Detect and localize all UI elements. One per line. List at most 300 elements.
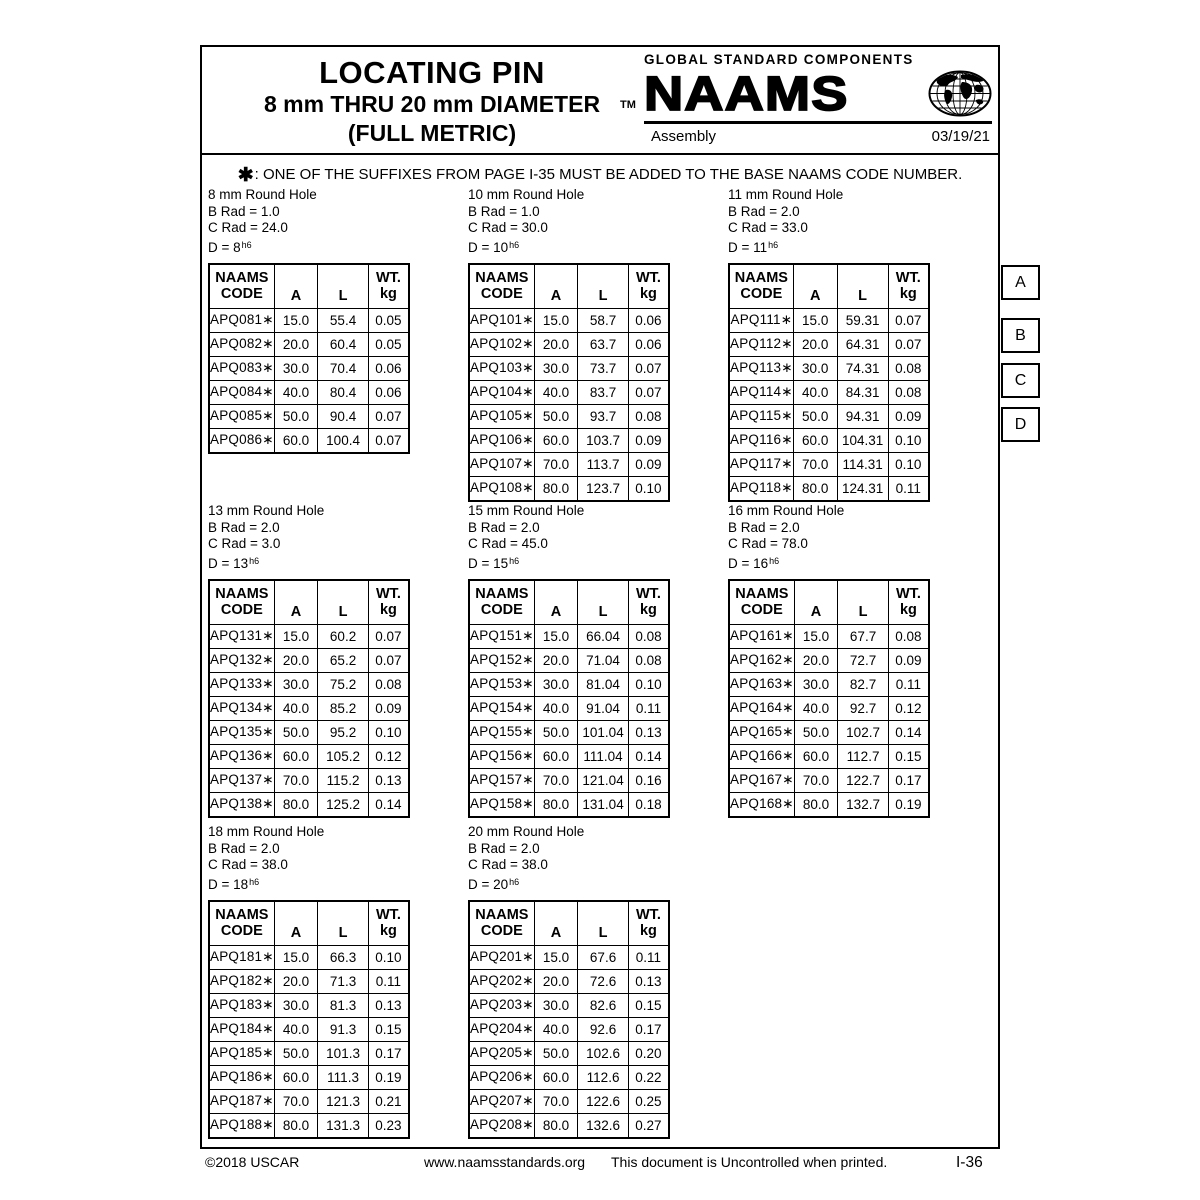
spec-d-tolerance: h6 [769,555,780,566]
wt-value-cell: 0.13 [368,768,409,792]
table-row [469,720,669,744]
l-value-cell: 55.4 [318,308,369,332]
spec-table-16mm [728,579,930,818]
wt-value-cell: 0.19 [888,792,929,817]
col-header-kg-line: kg [639,286,657,303]
wt-value-cell: 0.14 [888,720,929,744]
spec-info [208,503,410,572]
a-value-cell: 20.0 [793,332,837,356]
col-header-wt [888,580,929,624]
spec-d-tolerance: h6 [509,239,520,250]
naams-code-cell: APQ152∗ [469,648,534,672]
a-value-cell: 20.0 [274,332,318,356]
naams-code-cell: APQ106∗ [469,428,534,452]
brand-tagline: GLOBAL STANDARD COMPONENTS [644,52,914,67]
wt-value-cell: 0.07 [368,648,409,672]
spec-title: 13 mm Round Hole [208,503,325,518]
naams-code-cell: APQ085∗ [209,404,274,428]
l-value-cell: 131.3 [318,1113,369,1138]
col-header-kg-line: kg [379,923,397,940]
l-value-cell: 125.2 [318,792,369,817]
table-group-16mm [728,503,930,818]
wt-value-cell: 0.23 [368,1113,409,1138]
table-header-row [209,901,409,945]
table-row [209,969,409,993]
col-header-l: L [838,580,889,624]
table-row [469,1089,669,1113]
table-row [729,380,929,404]
table-row [469,969,669,993]
globe-icon [928,70,992,117]
col-header-wt [628,901,669,945]
naams-code-cell: APQ102∗ [469,332,534,356]
table-group-10mm [468,187,670,502]
naams-code-cell: APQ105∗ [469,404,534,428]
spec-table-20mm [468,900,670,1139]
l-value-cell: 60.2 [318,624,369,648]
wt-value-cell: 0.17 [628,1017,669,1041]
wt-value-cell: 0.17 [888,768,929,792]
table-row [729,792,929,817]
spec-d-label: D = 18 [208,876,249,892]
a-value-cell: 80.0 [534,792,577,817]
col-header-a: A [534,580,577,624]
wt-value-cell: 0.27 [628,1113,669,1138]
table-row [469,792,669,817]
table-row [209,356,409,380]
col-header-naams-line: NAAMS [735,585,789,602]
wt-value-cell: 0.09 [628,428,669,452]
a-value-cell: 50.0 [274,404,318,428]
col-header-a: A [534,901,578,945]
col-header-kg-line: kg [639,923,657,940]
a-value-cell: 40.0 [274,696,318,720]
col-header-code-line: CODE [480,286,523,303]
spec-b-rad: B Rad = 2.0 [208,519,280,535]
table-group-8mm [208,187,410,454]
naams-code-cell: APQ183∗ [209,993,274,1017]
spec-d-label: D = 15 [468,555,509,571]
spec-b-rad: B Rad = 2.0 [468,519,540,535]
l-value-cell: 90.4 [318,404,369,428]
wt-value-cell: 0.11 [368,969,409,993]
col-header-code-line: CODE [220,923,263,940]
wt-value-cell: 0.16 [628,768,669,792]
a-value-cell: 80.0 [534,476,578,501]
table-row [209,768,409,792]
spec-d-diameter [728,553,930,573]
l-value-cell: 75.2 [318,672,369,696]
naams-code-cell: APQ151∗ [469,624,534,648]
naams-code-cell: APQ164∗ [729,696,794,720]
l-value-cell: 112.7 [838,744,889,768]
col-header-naams-code [469,580,534,624]
table-row [469,404,669,428]
a-value-cell: 50.0 [794,720,838,744]
a-value-cell: 60.0 [794,744,838,768]
l-value-cell: 82.7 [838,672,889,696]
wt-value-cell: 0.06 [628,332,669,356]
wt-value-cell: 0.08 [628,404,669,428]
wt-value-cell: 0.07 [888,308,929,332]
table-row [469,648,669,672]
naams-code-cell: APQ185∗ [209,1041,274,1065]
col-header-naams-code [729,264,793,308]
l-value-cell: 103.7 [578,428,629,452]
l-value-cell: 122.6 [578,1089,629,1113]
l-value-cell: 101.04 [578,720,629,744]
l-value-cell: 72.7 [838,648,889,672]
table-row [209,1065,409,1089]
spec-info [728,503,930,572]
l-value-cell: 105.2 [318,744,369,768]
naams-code-cell: APQ115∗ [729,404,793,428]
spec-b-rad: B Rad = 1.0 [208,203,280,219]
naams-code-cell: APQ131∗ [209,624,274,648]
l-value-cell: 85.2 [318,696,369,720]
l-value-cell: 102.7 [838,720,889,744]
spec-info [468,503,670,572]
a-value-cell: 50.0 [274,720,318,744]
naams-code-cell: APQ084∗ [209,380,274,404]
wt-value-cell: 0.09 [888,648,929,672]
naams-code-cell: APQ132∗ [209,648,274,672]
naams-code-cell: APQ153∗ [469,672,534,696]
naams-code-cell: APQ203∗ [469,993,534,1017]
spec-title: 16 mm Round Hole [728,503,845,518]
table-row [729,332,929,356]
table-row [729,452,929,476]
l-value-cell: 80.4 [318,380,369,404]
l-value-cell: 132.7 [838,792,889,817]
col-header-wt-line: WT. [635,269,661,286]
a-value-cell: 80.0 [274,1113,318,1138]
wt-value-cell: 0.09 [888,404,929,428]
l-value-cell: 67.6 [578,945,629,969]
table-row [469,945,669,969]
l-value-cell: 59.31 [837,308,888,332]
naams-code-cell: APQ108∗ [469,476,534,501]
col-header-naams-code [469,901,534,945]
col-header-wt-line: WT. [895,585,921,602]
wt-value-cell: 0.07 [368,624,409,648]
col-header-code-line: CODE [740,602,783,619]
wt-value-cell: 0.09 [628,452,669,476]
naams-brand-block [620,52,992,145]
groups-layer [202,47,998,1147]
wt-value-cell: 0.12 [368,744,409,768]
spec-b-rad: B Rad = 2.0 [728,203,800,219]
table-row [729,356,929,380]
table-row [209,624,409,648]
l-value-cell: 70.4 [318,356,369,380]
table-row [729,744,929,768]
spec-c-rad: C Rad = 24.0 [208,220,288,235]
side-marker-c: C [1001,363,1040,398]
wt-value-cell: 0.14 [628,744,669,768]
naams-code-cell: APQ103∗ [469,356,534,380]
naams-code-cell: APQ112∗ [729,332,793,356]
naams-code-cell: APQ162∗ [729,648,794,672]
l-value-cell: 93.7 [578,404,629,428]
a-value-cell: 30.0 [793,356,837,380]
spec-table-11mm [728,263,930,502]
wt-value-cell: 0.05 [368,308,409,332]
wt-value-cell: 0.10 [628,476,669,501]
col-header-wt-line: WT. [375,269,401,286]
table-group-13mm [208,503,410,818]
table-row [209,1017,409,1041]
col-header-code-line: CODE [480,923,523,940]
wt-value-cell: 0.07 [368,428,409,453]
l-value-cell: 82.6 [578,993,629,1017]
col-header-l: L [318,580,369,624]
a-value-cell: 20.0 [534,969,578,993]
wt-value-cell: 0.11 [628,945,669,969]
table-row [469,624,669,648]
naams-code-cell: APQ111∗ [729,308,793,332]
a-value-cell: 30.0 [534,993,578,1017]
col-header-a: A [274,264,318,308]
table-row [469,768,669,792]
l-value-cell: 111.3 [318,1065,369,1089]
table-row [469,332,669,356]
side-marker-d: D [1001,407,1040,442]
wt-value-cell: 0.08 [888,624,929,648]
naams-code-cell: APQ156∗ [469,744,534,768]
naams-code-cell: APQ184∗ [209,1017,274,1041]
l-value-cell: 100.4 [318,428,369,453]
naams-code-cell: APQ204∗ [469,1017,534,1041]
l-value-cell: 83.7 [578,380,629,404]
col-header-wt-line: WT. [635,585,661,602]
uncontrolled-notice: This document is Uncontrolled when printed. [611,1154,888,1170]
l-value-cell: 74.31 [837,356,888,380]
spec-d-diameter [468,237,670,257]
table-row [209,792,409,817]
spec-c-rad: C Rad = 3.0 [208,536,281,551]
wt-value-cell: 0.15 [888,744,929,768]
table-group-15mm [468,503,670,818]
a-value-cell: 15.0 [274,945,318,969]
naams-code-cell: APQ165∗ [729,720,794,744]
col-header-l: L [318,901,369,945]
l-value-cell: 67.7 [838,624,889,648]
a-value-cell: 20.0 [794,648,838,672]
table-group-11mm [728,187,930,502]
table-row [729,720,929,744]
a-value-cell: 70.0 [793,452,837,476]
col-header-kg-line: kg [639,602,657,619]
col-header-naams-line: NAAMS [215,585,269,602]
table-row [729,672,929,696]
spec-d-diameter [208,553,410,573]
spec-title: 20 mm Round Hole [468,824,585,839]
a-value-cell: 40.0 [534,1017,578,1041]
naams-code-cell: APQ117∗ [729,452,793,476]
wt-value-cell: 0.08 [628,648,669,672]
col-header-naams-line: NAAMS [215,906,269,923]
naams-code-cell: APQ083∗ [209,356,274,380]
wt-value-cell: 0.10 [628,672,669,696]
spec-d-diameter [468,553,670,573]
naams-code-cell: APQ116∗ [729,428,793,452]
l-value-cell: 66.3 [318,945,369,969]
spec-d-label: D = 16 [728,555,769,571]
table-row [209,648,409,672]
naams-code-cell: APQ107∗ [469,452,534,476]
naams-code-cell: APQ133∗ [209,672,274,696]
table-header-row [469,901,669,945]
l-value-cell: 111.04 [578,744,629,768]
col-header-l: L [578,580,629,624]
table-row [729,476,929,501]
col-header-naams-code [729,580,794,624]
col-header-code-line: CODE [480,602,523,619]
a-value-cell: 70.0 [534,452,578,476]
naams-code-cell: APQ157∗ [469,768,534,792]
spec-d-tolerance: h6 [768,239,779,250]
l-value-cell: 64.31 [837,332,888,356]
l-value-cell: 95.2 [318,720,369,744]
page-header [202,47,998,155]
a-value-cell: 15.0 [794,624,838,648]
spec-d-label: D = 10 [468,239,509,255]
col-header-a: A [794,580,838,624]
spec-table-13mm [208,579,410,818]
spec-c-rad: C Rad = 38.0 [208,857,288,872]
a-value-cell: 70.0 [534,768,577,792]
a-value-cell: 20.0 [274,969,318,993]
l-value-cell: 122.7 [838,768,889,792]
title-line-3: (FULL METRIC) [347,120,517,146]
naams-code-cell: APQ113∗ [729,356,793,380]
suffix-note-text: : ONE OF THE SUFFIXES FROM PAGE I-35 MUST BE ADDED TO THE BASE NAAMS CODE NUMBER. [254,166,963,183]
table-row [469,1017,669,1041]
table-row [729,648,929,672]
title-line-2: 8 mm THRU 20 mm DIAMETER [263,91,601,117]
naams-code-cell: APQ181∗ [209,945,274,969]
a-value-cell: 40.0 [274,1017,318,1041]
spec-info [208,187,410,256]
col-header-naams-line: NAAMS [734,269,788,286]
col-header-code-line: CODE [220,602,263,619]
trademark-symbol: TM [620,99,636,111]
col-header-a: A [534,264,578,308]
naams-code-cell: APQ201∗ [469,945,534,969]
l-value-cell: 113.7 [578,452,629,476]
wt-value-cell: 0.17 [368,1041,409,1065]
spec-title: 11 mm Round Hole [728,187,844,202]
col-header-l: L [578,901,629,945]
a-value-cell: 60.0 [534,744,577,768]
col-header-naams-line: NAAMS [475,585,529,602]
col-header-wt-line: WT. [375,906,401,923]
a-value-cell: 15.0 [793,308,837,332]
spec-title: 18 mm Round Hole [208,824,325,839]
l-value-cell: 104.31 [837,428,888,452]
table-row [469,1113,669,1138]
naams-code-cell: APQ187∗ [209,1089,274,1113]
table-row [209,720,409,744]
a-value-cell: 70.0 [534,1089,578,1113]
spec-d-diameter [208,237,410,257]
spec-c-rad: C Rad = 33.0 [728,220,808,235]
naams-code-cell: APQ118∗ [729,476,793,501]
wt-value-cell: 0.15 [368,1017,409,1041]
table-row [209,945,409,969]
table-group-20mm [468,824,670,1139]
naams-wordmark: NAAMS [644,68,849,122]
a-value-cell: 40.0 [534,380,578,404]
a-value-cell: 50.0 [534,720,577,744]
brand-subline [644,124,992,145]
table-row [729,404,929,428]
naams-code-cell: APQ136∗ [209,744,274,768]
a-value-cell: 30.0 [534,356,578,380]
table-row [469,1065,669,1089]
spec-table-8mm [208,263,410,454]
wt-value-cell: 0.08 [888,356,929,380]
table-row [209,380,409,404]
spec-table-10mm [468,263,670,502]
naams-code-cell: APQ155∗ [469,720,534,744]
col-header-wt-line: WT. [635,906,661,923]
col-header-code-line: CODE [220,286,263,303]
a-value-cell: 60.0 [274,744,318,768]
table-row [209,1089,409,1113]
naams-code-cell: APQ182∗ [209,969,274,993]
wt-value-cell: 0.07 [368,404,409,428]
col-header-a: A [274,580,318,624]
col-header-wt [368,901,409,945]
table-row [469,356,669,380]
content-frame [200,45,1027,1149]
table-header-row [469,580,669,624]
table-row [209,1113,409,1138]
l-value-cell: 66.04 [578,624,629,648]
table-row [729,768,929,792]
naams-code-cell: APQ086∗ [209,428,274,453]
col-header-naams-line: NAAMS [215,269,269,286]
table-row [469,672,669,696]
naams-wordmark-row [620,67,992,122]
col-header-wt [888,264,929,308]
wt-value-cell: 0.06 [368,380,409,404]
a-value-cell: 20.0 [534,332,578,356]
wt-value-cell: 0.10 [368,720,409,744]
spec-d-label: D = 13 [208,555,249,571]
spec-b-rad: B Rad = 1.0 [468,203,540,219]
col-header-kg-line: kg [379,286,397,303]
naams-code-cell: APQ154∗ [469,696,534,720]
l-value-cell: 101.3 [318,1041,369,1065]
naams-code-cell: APQ186∗ [209,1065,274,1089]
l-value-cell: 84.31 [837,380,888,404]
col-header-naams-code [209,264,274,308]
a-value-cell: 40.0 [794,696,838,720]
a-value-cell: 40.0 [274,380,318,404]
table-row [469,452,669,476]
asterisk-icon: ✱ [237,165,254,186]
page-title [217,55,647,148]
l-value-cell: 112.6 [578,1065,629,1089]
col-header-naams-code [209,901,274,945]
spec-title: 10 mm Round Hole [468,187,585,202]
table-row [209,308,409,332]
naams-code-cell: APQ167∗ [729,768,794,792]
a-value-cell: 15.0 [274,624,318,648]
